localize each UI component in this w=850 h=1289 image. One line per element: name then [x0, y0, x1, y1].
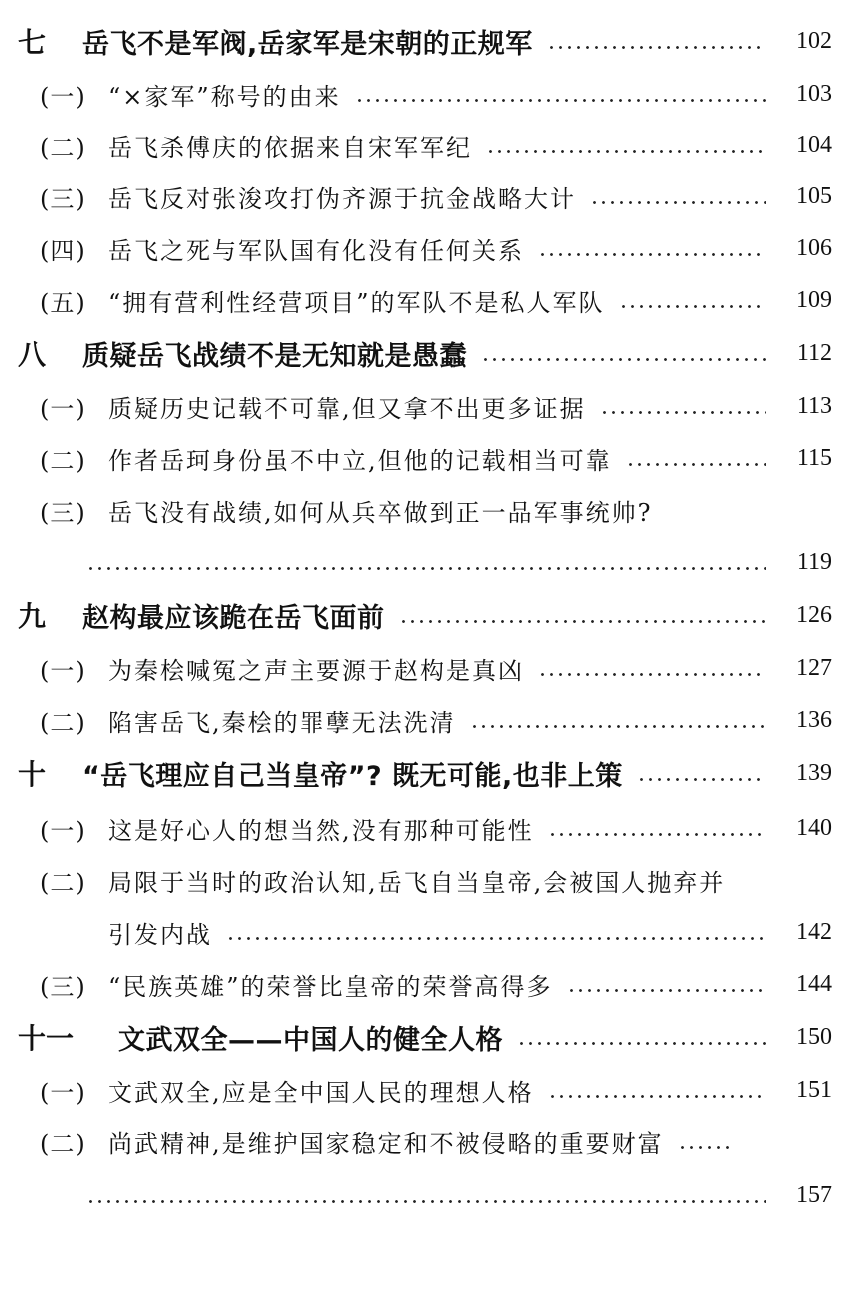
page-number: 103: [796, 80, 832, 107]
dot-leader: [486, 150, 766, 153]
item-number: (二): [40, 1129, 86, 1158]
page-number: 140: [796, 814, 832, 841]
page-number: 126: [796, 601, 832, 628]
dot-leader: [600, 411, 766, 414]
dot-leader: [590, 201, 766, 204]
dot-leader: [226, 937, 766, 940]
item-number: (一): [40, 82, 86, 111]
page-number: 102: [796, 27, 832, 54]
item-number: (一): [40, 1078, 86, 1107]
dot-leader: [399, 620, 767, 623]
toc-chapter-row: [0, 750, 850, 796]
chapter-number: 九: [18, 600, 47, 633]
toc-item-row: [0, 435, 850, 481]
chapter-number: 十: [18, 758, 47, 791]
toc-item-row: [0, 487, 850, 533]
item-title: “民族英雄”的荣誉比皇帝的荣誉高得多: [108, 972, 553, 1001]
item-number: (二): [40, 868, 86, 897]
toc-item-row: [0, 857, 850, 903]
chapter-title: “岳飞理应自己当皇帝”? 既无可能,也非上策: [82, 760, 623, 792]
toc-item-row: [0, 122, 850, 168]
item-title: 陷害岳飞,秦桧的罪孽无法洗清: [108, 708, 456, 737]
toc-item-continuation-row: [0, 1172, 850, 1218]
dot-leader: [626, 463, 766, 466]
page-number: 105: [796, 182, 832, 209]
dot-leader: [86, 567, 766, 570]
item-title: “×家军”称号的由来: [108, 82, 341, 111]
dot-leader: [567, 989, 766, 992]
page-number: 113: [796, 392, 832, 419]
toc-item-continuation-row: [0, 539, 850, 585]
page-number: 106: [796, 234, 832, 261]
dot-leader: [86, 1200, 766, 1203]
item-title: 岳飞反对张浚攻打伪齐源于抗金战略大计: [108, 184, 576, 213]
page-number: 104: [796, 131, 832, 158]
toc-item-row: [0, 645, 850, 691]
item-title: 岳飞之死与军队国有化没有任何关系: [108, 236, 524, 265]
dot-leader: [538, 253, 766, 256]
dot-leader: [619, 305, 766, 308]
item-number: (三): [40, 184, 86, 213]
toc-item-row: [0, 805, 850, 851]
toc-chapter-row: [0, 1014, 850, 1060]
toc-chapter-row: [0, 18, 850, 64]
page-number: 112: [796, 339, 832, 366]
toc-chapter-row: [0, 592, 850, 638]
item-title-continuation: 引发内战: [108, 920, 212, 949]
dot-leader: [481, 358, 766, 361]
item-title: 局限于当时的政治认知,岳飞自当皇帝,会被国人抛弃并: [108, 868, 726, 897]
dot-leader: [547, 46, 766, 49]
toc-chapter-row: [0, 330, 850, 376]
dot-leader: [637, 778, 766, 781]
chapter-title: 文武双全——中国人的健全人格: [118, 1024, 503, 1056]
dot-leader: [678, 1146, 732, 1149]
toc-item-continuation-row: [0, 909, 850, 955]
dot-leader: [517, 1042, 766, 1045]
page-number: 119: [796, 548, 832, 575]
dot-leader: [355, 99, 766, 102]
item-title: 质疑历史记载不可靠,但又拿不出更多证据: [108, 394, 586, 423]
item-title: 尚武精神,是维护国家稳定和不被侵略的重要财富: [108, 1129, 664, 1158]
item-number: (五): [40, 288, 86, 317]
toc-item-row: [0, 1067, 850, 1113]
toc-item-row: [0, 697, 850, 743]
dot-leader: [548, 1095, 766, 1098]
page-number: 151: [796, 1076, 832, 1103]
toc-item-row: [0, 383, 850, 429]
page-number: 115: [796, 444, 832, 471]
page-number: 136: [796, 706, 832, 733]
page-number: 150: [796, 1023, 832, 1050]
item-number: (二): [40, 708, 86, 737]
toc-item-row: [0, 277, 850, 323]
toc-item-row: [0, 225, 850, 271]
item-title: 这是好心人的想当然,没有那种可能性: [108, 816, 534, 845]
item-title: 作者岳珂身份虽不中立,但他的记载相当可靠: [108, 446, 612, 475]
item-number: (一): [40, 394, 86, 423]
page-number: 109: [796, 286, 832, 313]
item-number: (二): [40, 446, 86, 475]
chapter-number: 七: [18, 26, 47, 59]
item-title: 岳飞杀傅庆的依据来自宋军军纪: [108, 133, 472, 162]
page-number: 139: [796, 759, 832, 786]
item-title: 为秦桧喊冤之声主要源于赵构是真凶: [108, 656, 524, 685]
item-number: (四): [40, 236, 86, 265]
dot-leader: [538, 673, 766, 676]
item-number: (三): [40, 498, 86, 527]
item-number: (一): [40, 816, 86, 845]
item-title: 岳飞没有战绩,如何从兵卒做到正一品军事统帅?: [108, 498, 653, 527]
toc-item-row: [0, 1118, 850, 1164]
page-number: 157: [796, 1181, 832, 1208]
chapter-number: 十一: [18, 1022, 75, 1055]
item-title: 文武双全,应是全中国人民的理想人格: [108, 1078, 534, 1107]
chapter-title: 岳飞不是军阀,岳家军是宋朝的正规军: [82, 28, 533, 60]
item-number: (一): [40, 656, 86, 685]
toc-item-row: [0, 961, 850, 1007]
item-number: (二): [40, 133, 86, 162]
chapter-title: 赵构最应该跪在岳飞面前: [82, 602, 385, 634]
page-number: 142: [796, 918, 832, 945]
page-number: 127: [796, 654, 832, 681]
toc-item-row: [0, 71, 850, 117]
chapter-title: 质疑岳飞战绩不是无知就是愚蠢: [82, 340, 467, 372]
chapter-number: 八: [18, 338, 47, 371]
item-title: “拥有营利性经营项目”的军队不是私人军队: [108, 288, 605, 317]
toc-item-row: [0, 173, 850, 219]
item-number: (三): [40, 972, 86, 1001]
dot-leader: [470, 725, 766, 728]
dot-leader: [548, 833, 766, 836]
page-number: 144: [796, 970, 832, 997]
